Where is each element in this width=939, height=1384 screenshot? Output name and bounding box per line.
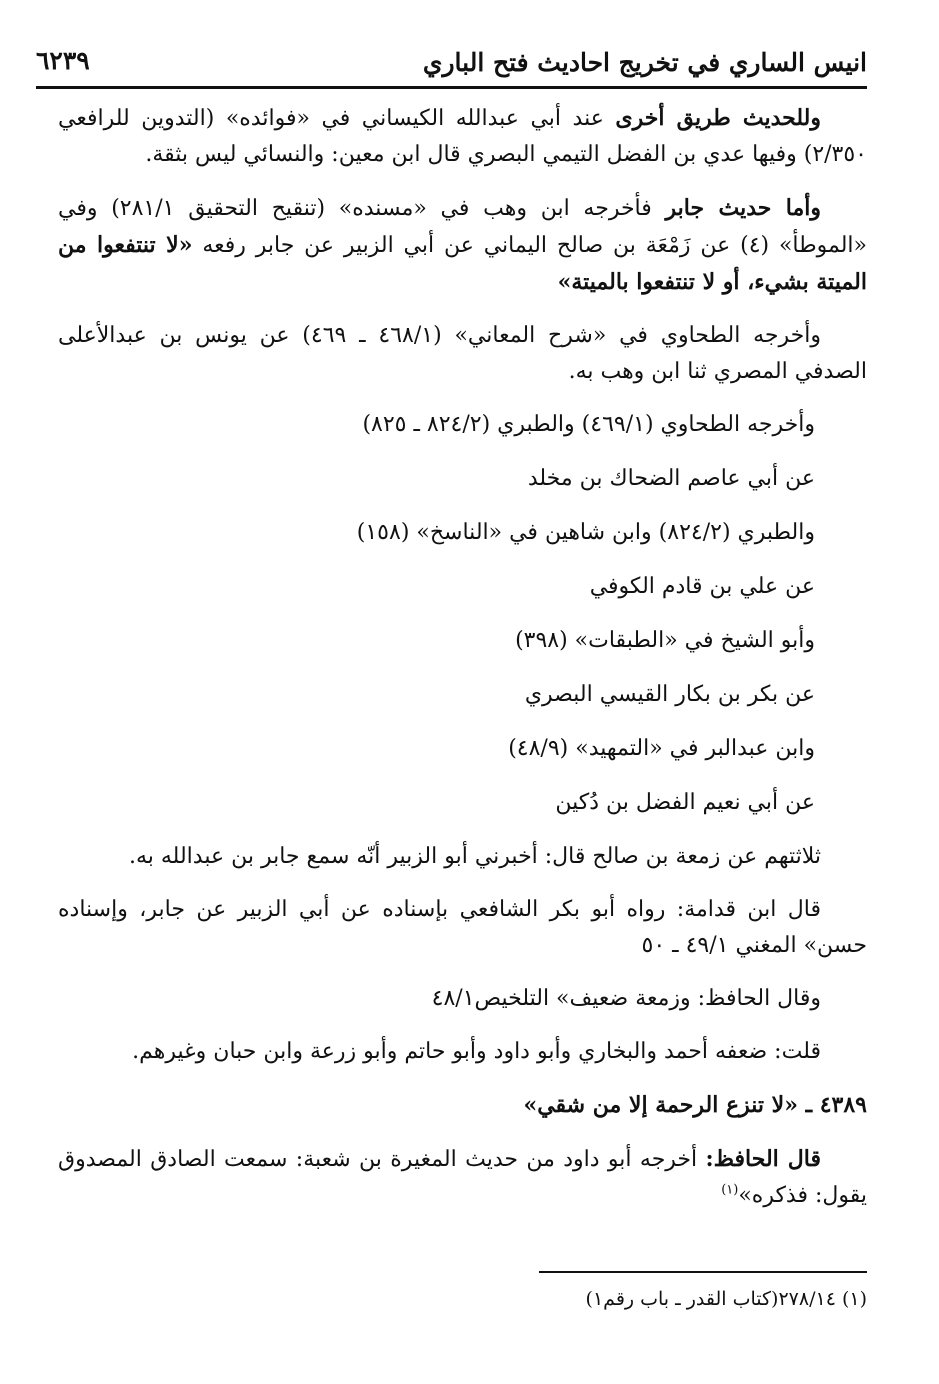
paragraph-1 — [58, 100, 867, 173]
book-title: انيس الساري في تخريج احاديث فتح الباري — [422, 48, 867, 77]
chain-line-6: عن بكر بن بكار القيسي البصري — [524, 682, 815, 707]
chain-line-2: عن أبي عاصم الضحاك بن مخلد — [527, 466, 815, 491]
chain-line-4: عن علي بن قادم الكوفي — [589, 574, 815, 599]
paragraph-2-text: فأخرجه ابن وهب في «مسنده» (تنقيح التحقيق ٢٨١/١) وفي «الموطأ» (٤) عن زَمْعَة بن صالح اليماني عن أبي الزبير عن جابر رفعه — [58, 196, 867, 258]
paragraph-1-text: عند أبي عبدالله الكيساني في «فوائده» (التدوين للرافعي ٢/٣٥٠) وفيها عدي بن الفضل التيمي البصري قال ابن معين: والنسائي ليس بثقة. — [58, 106, 867, 167]
page-body — [58, 100, 867, 1231]
paragraph-1-lead: وللحديث طريق أخرى — [615, 105, 821, 131]
paragraph-4: ثلاثتهم عن زمعة بن صالح قال: أخبرني أبو الزبير أنّه سمع جابر بن عبدالله به. — [128, 844, 821, 869]
running-header — [36, 42, 867, 89]
chain-line-7: وابن عبدالبر في «التمهيد» (٤٨/٩) — [508, 736, 815, 761]
footnote: (١) ٢٧٨/١٤(كتاب القدر ـ باب رقم١) — [585, 1288, 867, 1310]
footnote-divider — [539, 1271, 867, 1273]
paragraph-9-text: أخرجه أبو داود من حديث المغيرة بن شعبة: سمعت الصادق المصدوق يقول: فذكره» — [58, 1147, 867, 1208]
paragraph-9-lead: قال الحافظ: — [705, 1146, 821, 1172]
hadith-quote: «لا تنتفعوا من الميتة بشيء، أو لا تنتفعوا بالميتة» — [58, 232, 867, 295]
paragraph-3: وأخرجه الطحاوي في «شرح المعاني» (٤٦٨/١ ـ ٤٦٩) عن يونس بن عبدالأعلى الصدفي المصري ثنا ابن وهب به. — [58, 323, 867, 384]
chain-line-8: عن أبي نعيم الفضل بن دُكين — [555, 790, 815, 815]
footnote-ref: (١) — [721, 1182, 739, 1198]
chain-line-3: والطبري (٨٢٤/٢) وابن شاهين في «الناسخ» (١٥٨) — [356, 520, 815, 545]
paragraph-5: قال ابن قدامة: رواه أبو بكر الشافعي بإسناده عن أبي الزبير عن جابر، وإسناده حسن» المغني ٤٩/١ ـ ٥٠ — [58, 897, 867, 958]
paragraph-2-lead: وأما حديث جابر — [665, 195, 821, 221]
page-number: ٦٢٣٩ — [36, 46, 90, 75]
chain-line-1: وأخرجه الطحاوي (٤٦٩/١) والطبري (٨٢٤/٢ ـ ٨٢٥) — [362, 412, 815, 437]
hadith-heading-text: ٤٣٨٩ ـ «لا تنزع الرحمة إلا من شقي» — [523, 1092, 867, 1118]
paragraph-2 — [58, 190, 867, 301]
chain-line-5: وأبو الشيخ في «الطبقات» (٣٩٨) — [515, 628, 815, 653]
paragraph-9 — [58, 1141, 867, 1214]
hadith-heading — [58, 1087, 867, 1124]
paragraph-6: وقال الحافظ: وزمعة ضعيف» التلخيص٤٨/١ — [431, 986, 821, 1011]
paragraph-7: قلت: ضعفه أحمد والبخاري وأبو داود وأبو حاتم وأبو زرعة وابن حبان وغيرهم. — [132, 1039, 821, 1064]
